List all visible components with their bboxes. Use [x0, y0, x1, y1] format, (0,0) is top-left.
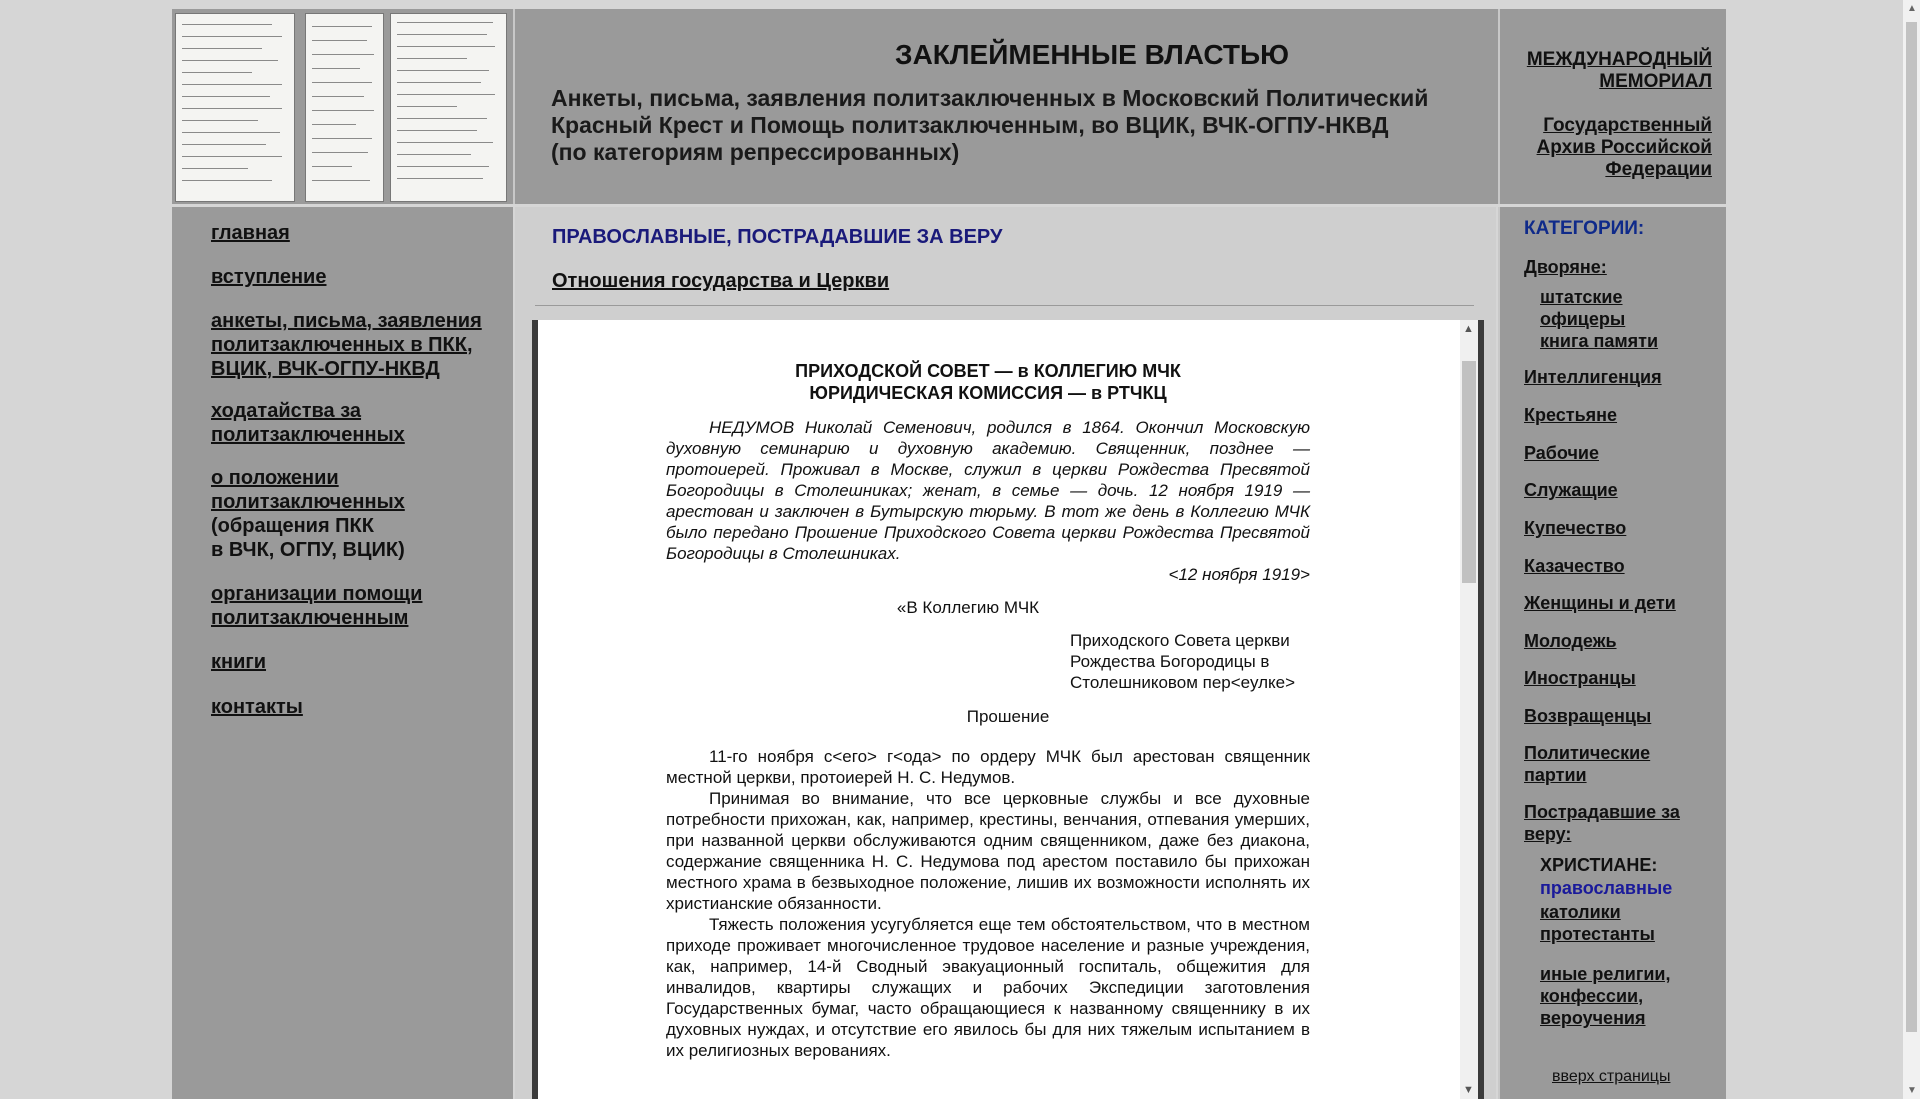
document-thumbnails — [172, 9, 515, 204]
category-kazachestvo[interactable]: Казачество — [1524, 556, 1625, 576]
category-kniga-pamyati[interactable]: книга памяти — [1540, 331, 1659, 351]
window-scrollbar[interactable] — [1903, 0, 1920, 1099]
site-subtitle-line-2: Красный Крест и Помощь политзаключенным, во ВЦИК, ВЧК-ОГПУ-НКВД — [551, 112, 1389, 138]
nav-polozhenie-note-1: (обращения ПКК — [211, 515, 374, 537]
back-to-top-link[interactable]: вверх страницы — [1552, 1068, 1671, 1085]
header-partner-links — [1498, 9, 1726, 204]
window-scroll-thumb[interactable] — [1906, 22, 1917, 1032]
category-protestanty[interactable]: протестанты — [1540, 924, 1655, 944]
page-wrapper — [172, 9, 1724, 1099]
addressee: «В Коллегию МЧК — [896, 598, 1040, 617]
categories-sidebar — [1498, 207, 1726, 1099]
site-subtitle-line-3: (по категориям репрессированных) — [551, 139, 960, 165]
main-content — [515, 207, 1496, 1099]
category-kupechestvo[interactable]: Купечество — [1524, 518, 1627, 538]
nav-ankety-line-1[interactable]: анкеты, письма, заявления — [211, 310, 482, 332]
category-dvoryane[interactable]: Дворяне: — [1524, 257, 1607, 277]
viewer-scrollbar[interactable] — [1460, 320, 1478, 1099]
section-title: ПРАВОСЛАВНЫЕ, ПОСТРАДАВШИЕ ЗА ВЕРУ — [552, 226, 1003, 248]
category-intelligentsia[interactable]: Интеллигенция — [1524, 367, 1662, 387]
memorial-link-line-1[interactable]: МЕЖДУНАРОДНЫЙ — [1526, 49, 1712, 70]
document-heading-2: ЮРИДИЧЕСКАЯ КОМИССИЯ — в РТЧКЦ — [809, 383, 1167, 403]
petition-paragraph-3: Тяжесть положения усугубляется еще тем обстоятельством, что в местном приходе проживает многочисленное трудовое население и разные учреждения, как, например, 14-й Сводный эвакуационный госпиталь, общежития для инвалидов, квартиры служащих и рабочих Экспедиции заготовления Государственных бумаг, часто обращающиеся к названному священнику в их духовных нуждах, и отсутствие его явилось бы для них тяжелым испытанием в их религиозных верованиях. — [666, 915, 1310, 1060]
category-inostrantsy[interactable]: Иностранцы — [1524, 668, 1636, 688]
document-viewer[interactable] — [532, 320, 1484, 1099]
nav-ankety-line-2[interactable]: политзаключенных в ПКК, — [211, 334, 473, 356]
christians-label: ХРИСТИАНЕ: — [1540, 855, 1658, 875]
nav-polozhenie-line-2[interactable]: политзаключенных — [211, 491, 405, 513]
category-other-religions-line-3[interactable]: вероучения — [1540, 1008, 1646, 1028]
sender-block — [1070, 630, 1310, 693]
document-date: <12 ноября 1919> — [1168, 565, 1310, 584]
sender-line-2: Рождества Богородицы в — [1070, 652, 1270, 671]
nav-contacts[interactable]: контакты — [211, 696, 303, 718]
sender-line-1: Приходского Совета церкви — [1070, 631, 1290, 650]
garf-link-line-3[interactable]: Федерации — [1605, 159, 1712, 180]
petition-paragraph-2: Принимая во внимание, что все церковные службы и все духовные потребности прихожан, как, например, крестины, венчания, отпевания умерших, при названной церкви обслуживаются одним священником, даже без диакона, содержание священника Н. С. Недумова под арестом поставило бы прихожан местного храма в безвыходное положение, лишив их возможности исполнять их христианские обязанности. — [666, 789, 1310, 913]
thumbnail-document-1 — [175, 13, 295, 202]
category-pravoslavnye[interactable]: православные — [1540, 878, 1673, 898]
window-scroll-up-icon[interactable]: ▲ — [1907, 3, 1917, 14]
memorial-link-line-2[interactable]: МЕМОРИАЛ — [1599, 71, 1712, 92]
nav-organizations-line-2[interactable]: политзаключенным — [211, 607, 409, 629]
site-title: ЗАКЛЕЙМЕННЫЕ ВЛАСТЬЮ — [895, 39, 1289, 70]
biography-intro: НЕДУМОВ Николай Семенович, родился в 1864. Окончил Московскую духовную семинарию и духовную академию. Священник, позднее — протоиерей. Проживал в Москве, служил в церкви Рождества Пресвятой Богородицы в Столешниках; женат, в семье — дочь. 12 ноября 1919 — арестован и заключен в Бутырскую тюрьму. В тот же день в Коллегию МЧК было передано Прошение Приходского Совета церкви Рождества Пресвятой Богородицы в Столешниках. — [666, 418, 1310, 563]
header — [172, 9, 1724, 204]
nav-organizations-line-1[interactable]: организации помощи — [211, 583, 423, 605]
categories-title: КАТЕГОРИИ: — [1524, 218, 1645, 239]
category-other-religions-line-2[interactable]: конфессии, — [1540, 986, 1644, 1006]
category-other-religions-line-1[interactable]: иные религии, — [1540, 964, 1671, 984]
nav-books[interactable]: книги — [211, 651, 267, 673]
petition-paragraph-1: 11-го ноября с<его> г<ода> по ордеру МЧК был арестован священник местной церкви, протоиерей Н. С. Недумов. — [666, 747, 1310, 787]
sender-line-3: Столешниковом пер<еулке> — [1070, 673, 1296, 692]
scroll-up-arrow-icon[interactable]: ▲ — [1463, 323, 1474, 335]
category-faith-line-1[interactable]: Пострадавшие за — [1524, 802, 1680, 822]
category-sluzhaschie[interactable]: Служащие — [1524, 480, 1618, 500]
header-center — [515, 9, 1669, 204]
nav-hodataistva-line-2[interactable]: политзаключенных — [211, 424, 405, 446]
section-link[interactable]: Отношения государства и Церкви — [552, 270, 890, 292]
nav-intro[interactable]: вступление — [211, 266, 327, 288]
category-molodezh[interactable]: Молодежь — [1524, 631, 1617, 651]
category-zhenschiny[interactable]: Женщины и дети — [1524, 593, 1676, 613]
nav-hodataistva-line-1[interactable]: ходатайства за — [211, 400, 362, 422]
site-subtitle-line-1: Анкеты, письма, заявления политзаключенных в Московский Политический — [551, 85, 1429, 111]
left-navigation — [172, 207, 513, 1099]
thumbnail-document-2 — [305, 13, 384, 202]
category-shtatskie[interactable]: штатские — [1540, 287, 1623, 307]
viewer-scroll-thumb[interactable] — [1462, 361, 1476, 583]
nav-polozhenie-note-2: в ВЧК, ОГПУ, ВЦИК) — [211, 539, 405, 561]
window-scroll-down-icon[interactable]: ▼ — [1907, 1085, 1917, 1096]
document-heading-1: ПРИХОДСКОЙ СОВЕТ — в КОЛЛЕГИЮ МЧК — [795, 361, 1181, 381]
divider — [535, 305, 1474, 306]
category-krestyane[interactable]: Крестьяне — [1524, 405, 1618, 425]
site-subtitle — [551, 85, 1531, 166]
category-political-parties-line-2[interactable]: партии — [1524, 765, 1587, 785]
category-ofitsery[interactable]: офицеры — [1540, 309, 1626, 329]
category-faith-line-2[interactable]: веру: — [1524, 824, 1572, 844]
document-page — [666, 360, 1310, 1061]
thumbnail-document-3 — [390, 13, 507, 202]
nav-polozhenie-line-1[interactable]: о положении — [211, 467, 339, 489]
scroll-down-arrow-icon[interactable]: ▼ — [1463, 1084, 1474, 1096]
garf-link-line-1[interactable]: Государственный — [1543, 115, 1712, 136]
category-rabochie[interactable]: Рабочие — [1524, 443, 1599, 463]
nav-home[interactable]: главная — [211, 222, 290, 244]
category-vozvraschentsy[interactable]: Возвращенцы — [1524, 706, 1652, 726]
petition-title: Прошение — [966, 707, 1050, 726]
category-katoliki[interactable]: католики — [1540, 902, 1621, 922]
garf-link-line-2[interactable]: Архив Российской — [1536, 137, 1712, 158]
nav-ankety-line-3[interactable]: ВЦИК, ВЧК-ОГПУ-НКВД — [211, 358, 440, 380]
category-political-parties-line-1[interactable]: Политические — [1524, 743, 1651, 763]
